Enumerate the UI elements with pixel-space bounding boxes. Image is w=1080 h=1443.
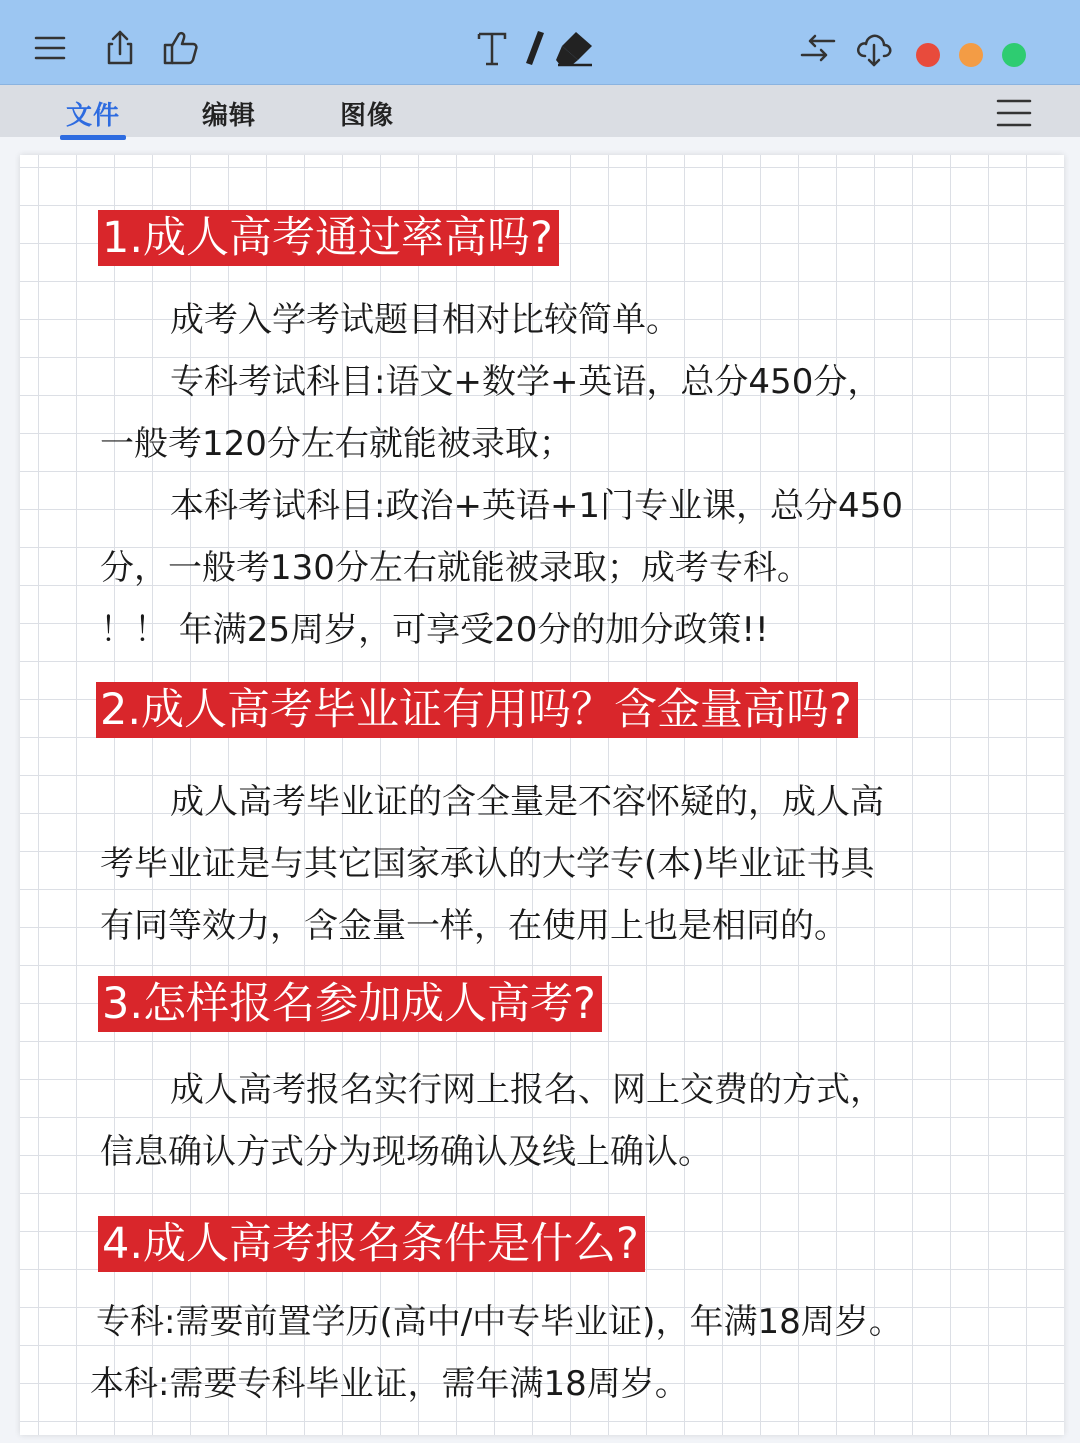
section-2-line-1: 成人高考毕业证的含全量是不容怀疑的，成人高	[170, 782, 884, 822]
window-minimize-dot[interactable]	[959, 43, 983, 67]
eraser-icon[interactable]	[552, 26, 596, 70]
thumbs-up-icon[interactable]	[158, 26, 202, 70]
text-tool-icon[interactable]	[470, 26, 514, 70]
share-icon[interactable]	[98, 26, 142, 70]
section-1-line-6: ！！ 年满25周岁，可享受20分的加分政策!!	[100, 610, 769, 650]
section-1-line-3: 一般考120分左右就能被录取；	[100, 424, 573, 464]
section-4-line-2: 本科:需要专科毕业证，需年满18周岁。	[90, 1364, 689, 1404]
section-1-line-5: 分，一般考130分左右就能被录取；成考专科。	[100, 548, 811, 588]
window-maximize-dot[interactable]	[1002, 43, 1026, 67]
menu-bar	[0, 85, 1080, 137]
menu-lines-icon[interactable]	[28, 26, 72, 70]
menu-edit[interactable]: 编辑	[202, 101, 257, 131]
top-toolbar	[0, 0, 1080, 85]
section-3-line-2: 信息确认方式分为现场确认及线上确认。	[100, 1132, 712, 1172]
menu-image[interactable]: 图像	[340, 101, 395, 131]
section-2-line-2: 考毕业证是与其它国家承认的大学专(本)毕业证书具	[100, 844, 875, 884]
section-1-line-1: 成考入学考试题目相对比较简单。	[170, 300, 680, 340]
section-4-line-1: 专科:需要前置学历(高中/中专毕业证)，年满18周岁。	[96, 1302, 903, 1342]
section-2-line-3: 有同等效力，含金量一样，在使用上也是相同的。	[100, 906, 848, 946]
swap-arrows-icon[interactable]	[796, 26, 840, 70]
section-1-line-4: 本科考试科目:政治+英语+1门专业课，总分450	[170, 486, 903, 526]
note-paper	[20, 155, 1064, 1435]
section-3-heading: 3.怎样报名参加成人高考?	[98, 976, 602, 1032]
section-1-heading: 1.成人高考通过率高吗?	[98, 210, 559, 266]
section-4-heading: 4.成人高考报名条件是什么?	[98, 1216, 645, 1272]
menu-file[interactable]: 文件	[66, 101, 121, 131]
section-2-heading: 2.成人高考毕业证有用吗？含金量高吗?	[96, 682, 858, 738]
more-menu-icon[interactable]	[994, 96, 1034, 130]
window-close-dot[interactable]	[916, 43, 940, 67]
section-3-line-1: 成人高考报名实行网上报名、网上交费的方式，	[170, 1070, 884, 1110]
section-1-line-2: 专科考试科目:语文+数学+英语，总分450分，	[170, 362, 882, 402]
pen-icon[interactable]	[512, 26, 556, 70]
cloud-download-icon[interactable]	[852, 26, 896, 70]
active-tab-underline	[60, 135, 126, 140]
